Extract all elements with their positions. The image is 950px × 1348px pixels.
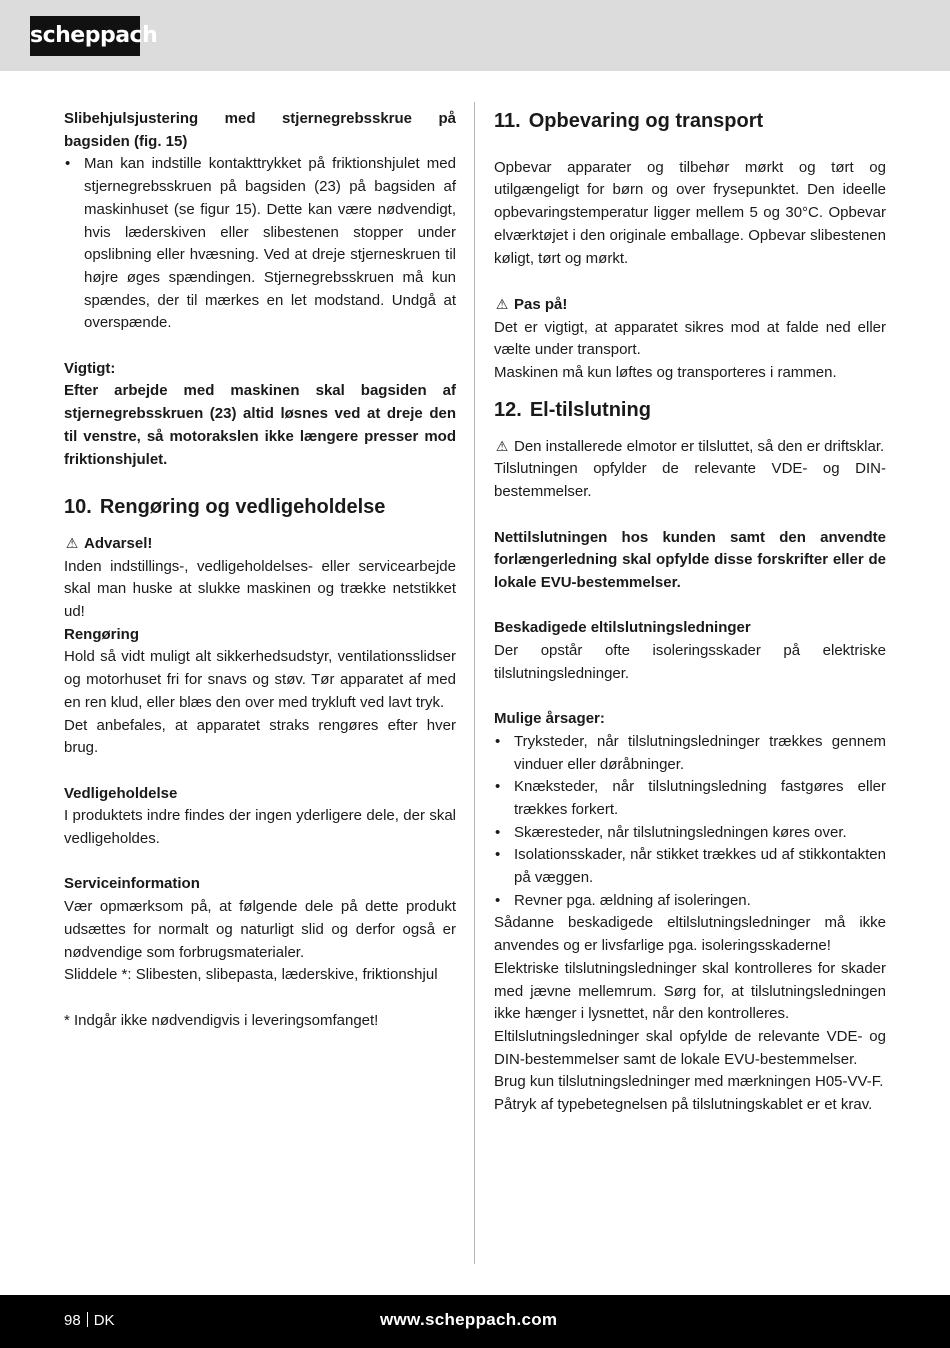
electrical-text: Tilslutningen opfylder de relevante VDE- og DIN-bestemmelser. xyxy=(494,460,886,501)
section-12-heading xyxy=(494,397,886,423)
section-10-heading xyxy=(64,494,456,520)
section-11-heading xyxy=(494,108,886,134)
electrical-text xyxy=(494,435,886,459)
warning-triangle-icon: ⚠ xyxy=(65,534,79,551)
important-text: Efter arbejde med maskinen skal bagsiden af stjernegrebsskruen (23) altid løsnes ved at dreje den til venstre, så motorakslen ikke længere presser mod friktionshjulet. xyxy=(64,382,456,468)
electrical-requirement: Nettilslutningen hos kunden samt den anvendte forlængerledning skal opfylde disse forskrifter eller de lokale EVU-bestemmelser. xyxy=(494,528,886,591)
cable-text: Sådanne beskadigede eltilslutningsledninger må ikke anvendes og er livsfarlige pga. isoleringsskaderne! xyxy=(494,914,886,955)
column-divider xyxy=(474,102,475,1264)
warning-text: Inden indstillings-, vedligeholdelses- eller servicearbejde skal man huske at slukke maskinen og trække netstikket ud! xyxy=(64,557,456,621)
cable-text: Elektriske tilslutningsledninger skal kontrolleres for skader med jævne mellemrum. Sørg for, at tilslutningsledningen ikke hænger i lysnettet, når den kontrolleres. xyxy=(494,959,886,1023)
storage-text: Opbevar apparater og tilbehør mørkt og tørt og utilgængeligt for børn og over frysepunktet. Den ideelle opbevaringstemperatur ligger mellem 5 og 30°C. Opbevar elværktøjet i den originale emballage. Opbevar slibestenen køligt, tørt og mørkt. xyxy=(494,158,886,267)
list-item: • Isolationsskader, når stikket trækkes ud af stikkontakten på væggen. xyxy=(494,844,886,889)
page-separator xyxy=(87,1312,88,1327)
section-title: Rengøring og vedligeholdelse xyxy=(99,495,386,518)
list-item: • Skæresteder, når tilslutningsledningen køres over. xyxy=(494,822,886,845)
cleaning-text: Det anbefales, at apparatet straks rengøres efter hver brug. xyxy=(64,716,456,757)
caution-heading xyxy=(494,293,886,317)
adjustment-heading: Slibehjulsjustering med stjernegrebsskrue på bagsiden (fig. 15) xyxy=(64,110,456,150)
caution-label: Pas på! xyxy=(514,295,568,313)
important-heading: Vigtigt: xyxy=(64,359,116,377)
warning-heading xyxy=(64,532,456,556)
causes-list xyxy=(494,731,886,913)
section-number: 12. xyxy=(494,398,522,421)
brand-logo: scheppach xyxy=(30,16,140,56)
section-title: Opbevaring og transport xyxy=(528,110,764,132)
cleaning-text: Hold så vidt muligt alt sikkerhedsudstyr, ventilationsslidser og motorhuset fri for snavs og støv. Tør apparatet af med en ren klud, eller blæs den over med trykluft ved lavt tryk. xyxy=(64,648,456,711)
list-item: • Knæksteder, når tilslutningsledning fastgøres eller trækkes forkert. xyxy=(494,776,886,821)
list-item: • Man kan indstille kontakttrykket på friktionshjulet med stjernegrebsskruen på bagsiden (23) på bagsiden af maskinhuset (se figur 15). Dette kan være nødvendigt, hvis læderskiven eller slibestenen stopper under opslibning eller hvæsning. Ved at dreje stjerneskruen til højre øges spændingen. Stjernegrebsskruen må kun spændes, der til mærkes en let modstand. Undgå at overspænde. xyxy=(64,153,456,335)
website-url: www.scheppach.com xyxy=(380,1310,558,1329)
header-bar xyxy=(0,0,950,71)
service-heading: Serviceinformation xyxy=(64,875,200,893)
causes-heading: Mulige årsager: xyxy=(494,710,605,728)
damaged-cables-heading: Beskadigede eltilslutningsledninger xyxy=(494,619,751,637)
electrical-text-content: Den installerede elmotor er tilsluttet, så den er driftsklar. xyxy=(514,437,885,455)
page-indicator xyxy=(64,1310,115,1332)
section-title: El-tilslutning xyxy=(529,398,651,421)
service-text: Vær opmærksom på, at følgende dele på dette produkt udsættes for normalt og naturligt slid og derfor også er nødvendige som forbrugsmaterialer. xyxy=(64,898,456,961)
section-number: 11. xyxy=(494,110,521,132)
caution-text: Maskinen må kun løftes og transporteres i rammen. xyxy=(494,364,837,381)
footnote: * Indgår ikke nødvendigvis i leveringsomfanget! xyxy=(64,1011,379,1029)
footer-bar xyxy=(0,1295,950,1348)
cleaning-heading: Rengøring xyxy=(64,625,139,643)
right-column xyxy=(494,108,886,1117)
left-column xyxy=(64,108,456,1032)
warning-triangle-icon: ⚠ xyxy=(495,295,509,312)
page-number: 98 xyxy=(64,1312,81,1329)
warning-triangle-icon: ⚠ xyxy=(495,437,509,454)
section-number: 10. xyxy=(64,495,92,518)
language-code: DK xyxy=(93,1312,115,1329)
list-item: • Tryksteder, når tilslutningsledninger trækkes gennem vinduer eller døråbninger. xyxy=(494,731,886,776)
service-text: Sliddele *: Slibesten, slibepasta, læderskive, friktionshjul xyxy=(64,966,438,984)
maintenance-text: I produktets indre findes der ingen yderligere dele, der skal vedligeholdes. xyxy=(64,807,456,848)
list-item: • Revner pga. ældning af isoleringen. xyxy=(494,890,886,913)
cable-text: Brug kun tilslutningsledninger med mærkningen H05-VV-F. xyxy=(494,1073,884,1091)
cable-text: Påtryk af typebetegnelsen på tilslutningskablet er et krav. xyxy=(494,1096,873,1114)
adjustment-list xyxy=(64,153,456,335)
maintenance-heading: Vedligeholdelse xyxy=(64,784,178,802)
damaged-cables-text: Der opstår ofte isoleringsskader på elektriske tilslutningsledninger. xyxy=(494,642,886,682)
caution-text: Det er vigtigt, at apparatet sikres mod at falde ned eller vælte under transport. xyxy=(494,318,886,359)
cable-text: Eltilslutningsledninger skal opfylde de relevante VDE- og DIN-bestemmelser samt de lokale EVU-bestemmelser. xyxy=(494,1027,886,1068)
warning-label: Advarsel! xyxy=(84,534,153,552)
